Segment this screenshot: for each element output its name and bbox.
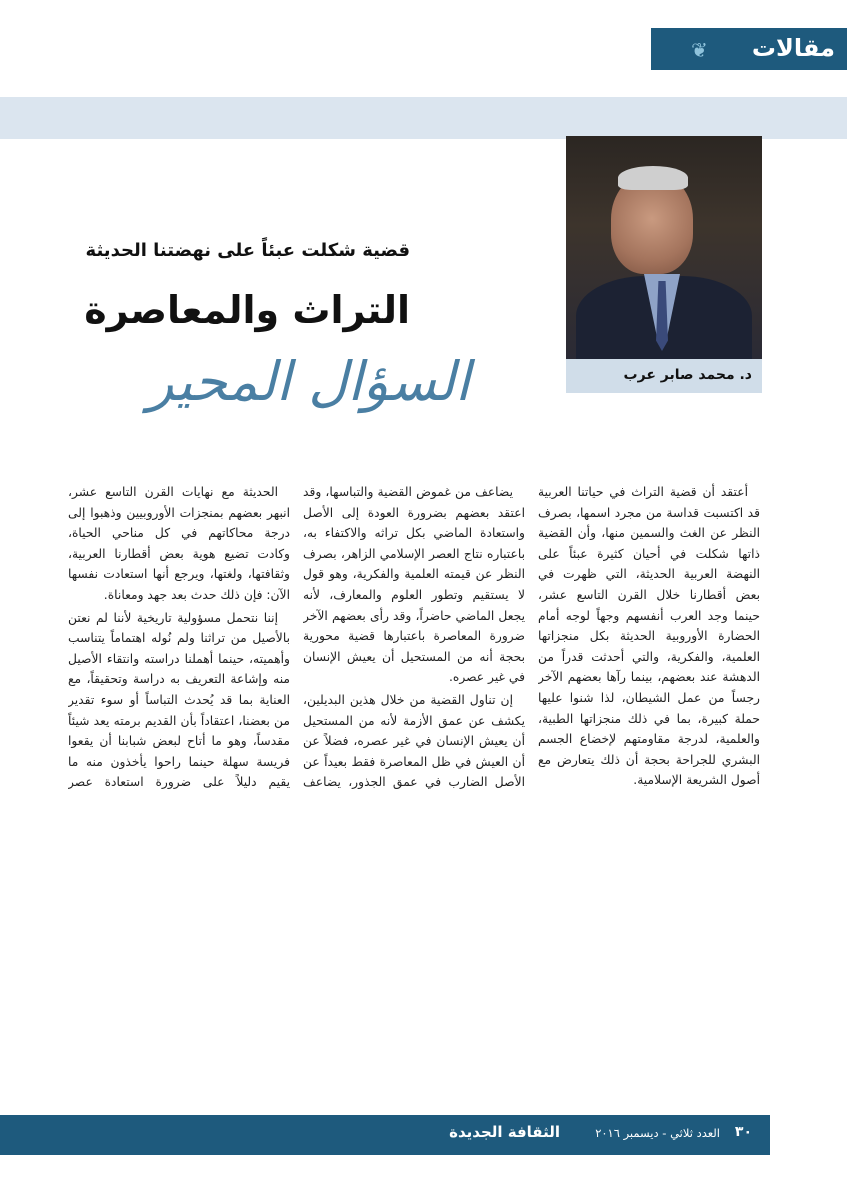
- article-body: [68, 482, 760, 792]
- author-name: د. محمد صابر عرب: [623, 367, 752, 383]
- paragraph: أعتقد أن قضية التراث في حياتنا العربية قد اكتسبت قداسة من مجرد اسمها، بصرف النظر عن الغث والسمين منها، وأن القضية ذاتها شكلت في أحيان كثيرة عبئاً على النهضة العربية الحديثة، التي ظهرت في بعض أقطارنا خلال القرن التاسع عشر، حينما وجد العرب أنفسهم وجهاً لوجه أمام الحضارة الأوروبية الحديثة بكل منجزاتها العلمية، والفكرية، والتي أحدثت قدراً من الدهشة عند بعضهم، بينما رآها بعضهم الآخر رجساً من عمل الشيطان، لذا شنوا عليها حملة كبيرة، بما في ذلك منجزاتها الطبية، والعلمية، لدرجة مقاومتهم لإخضاع الجسم البشري للجراحة بحجة أن ذلك يتعارض مع أصول الشريعة الإسلامية.: [538, 485, 760, 788]
- paragraph: إن تناول القضية من خلال هذين البديلين، يكشف عن عمق الأزمة لأنه من المستحيل أن يعيش الإنسان في غير عصره، فضلاً عن أن العيش في ظل المعاصرة فقط بعيداً عن الأصل الضارب في عمق الجذور، يضاعف: [303, 692, 525, 790]
- author-photo: [566, 136, 762, 359]
- article-title: التراث والمعاصرة: [84, 288, 410, 332]
- magazine-name: الثقافة الجديدة: [449, 1123, 560, 1141]
- article-subtitle: قضية شكلت عبئاً على نهضتنا الحديثة: [85, 240, 410, 261]
- header-band: [0, 97, 847, 139]
- ornament-icon: ❦: [691, 38, 708, 62]
- paragraph: الحديثة مع نهايات القرن التاسع عشر، انبهر بعضهم بمنجزات الأوروبيين وذهبوا إلى درجة محاكاتهم في كل مناحي الحياة، وكادت تضيع هوية بعض أقطارنا العربية، وثقافتها، ولغتها، ويرجع أنها استعادت نفسها الآن: فإن ذلك حدث بعد جهد ومعاناة.: [68, 485, 290, 602]
- page-footer: [0, 1115, 770, 1155]
- section-label: مقالات: [751, 34, 835, 62]
- author-caption: [566, 359, 762, 393]
- issue-info: العدد ثلاثي - ديسمبر ٢٠١٦: [595, 1126, 720, 1140]
- paragraph: إننا نتحمل مسؤولية تاريخية لأننا لم نعتن بالأصيل من تراثنا ولم نُوله اهتماماً يتناسب وأهميته، حينما أهملنا دراسته وانتقاء الأصيل منه وإشاعة التعريف به دراسة وتحقيقاً، مع العناية بما قد يُحدث التباساً أو سوء تقدير من بعضنا، اعتقاداً بأن القديم برمته يعد شيئاً مقدساً، وهو ما أتاح لبعض شبابنا أن يقعوا فريسة سهلة حينما راحوا يأخذون منه ما يقيم دليلاً على ضرورة استعادة عصر: [68, 610, 290, 790]
- section-tab: [651, 28, 847, 70]
- paragraph: يضاعف من غموض القضية والتباسها، وقد اعتقد بعضهم بضرورة العودة إلى الأصل واستعادة الماضي بكل تراثه والاكتفاء به، باعتباره نتاج العصر الإسلامي الزاهر، بصرف النظر عن قيمته العلمية والفكرية، وهو قول لا يستقيم وتطور العلوم والمعارف، لأنه يجعل الماضي حاضراً، وقد رأى بعضهم الآخر ضرورة المعاصرة باعتبارها قضية محورية بحجة أنه من المستحيل أن يعيش الإنسان في غير عصره.: [303, 485, 525, 685]
- article-script-title: السؤال المحير: [147, 350, 470, 413]
- column-right: [538, 482, 760, 792]
- column-left: [68, 482, 290, 792]
- column-middle: [303, 482, 525, 792]
- page-number: ٣٠: [734, 1124, 752, 1140]
